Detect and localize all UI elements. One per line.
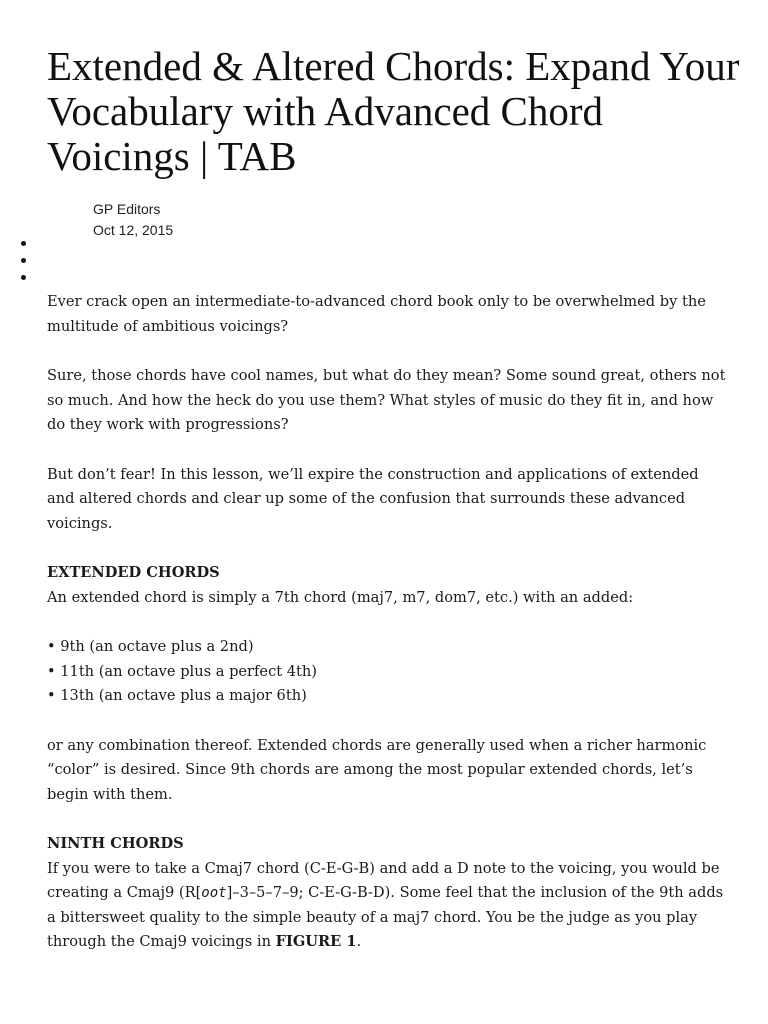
- intro-paragraph-2: Sure, those chords have cool names, but what do they mean? Some sound great, others not so much. And how the heck do you use them? What styles of music do they fit in, and how do they work with progressions?: [47, 367, 726, 433]
- dot: [21, 275, 26, 280]
- list-item: • 9th (an octave plus a 2nd): [47, 638, 254, 655]
- intro-paragraph-1: Ever crack open an intermediate-to-advanced chord book only to be overwhelmed by the multitude of ambitious voicings?: [47, 293, 706, 335]
- list-item: • 13th (an octave plus a major 6th): [47, 687, 307, 704]
- ninth-text-oot: oot: [201, 885, 227, 901]
- extended-section: [47, 561, 727, 610]
- section-heading-ninth: NINTH CHORDS: [47, 835, 184, 852]
- ninth-text-part-c: .: [356, 933, 362, 950]
- article-title: Extended & Altered Chords: Expand Your Vocabulary with Advanced Chord Voicings | TAB: [47, 43, 740, 179]
- dot: [21, 241, 26, 246]
- intro-paragraph-3: But don’t fear! In this lesson, we’ll expire the construction and applications of extended and altered chords and clear up some of the confusion that surrounds these advanced voicings.: [47, 465, 699, 532]
- ninth-section: [47, 832, 727, 955]
- ninth-text-part-b: ]–3–5–7–9; C-E-G-B-D). Some feel that the inclusion of the 9th adds a bittersweet quality to the simple beauty of a maj7 chord. You be the judge as you play through the Cmaj9 voicings in: [47, 884, 724, 950]
- byline: [93, 199, 173, 241]
- dot: [21, 258, 26, 263]
- section-heading-extended: EXTENDED CHORDS: [47, 564, 220, 581]
- interval-list: [47, 635, 727, 709]
- ninth-text-part-a: If you were to take a Cmaj7 chord (C-E-G-B) and add a D note to the voicing, you would be creating a Cmaj9 (R[: [47, 859, 720, 901]
- list-item: • 11th (an octave plus a perfect 4th): [47, 662, 317, 680]
- extended-intro-text: An extended chord is simply a 7th chord (maj7, m7, dom7, etc.) with an added:: [47, 588, 634, 606]
- figure-reference: FIGURE 1: [275, 933, 357, 950]
- vertical-ellipsis-icon[interactable]: [21, 241, 27, 292]
- author-link[interactable]: GP Editors: [93, 201, 161, 217]
- publish-date: Oct 12, 2015: [93, 222, 174, 238]
- extended-paragraph-2: or any combination thereof. Extended chords are generally used when a richer harmonic “color” is desired. Since 9th chords are among the most popular extended chords, let’s begin with them.: [47, 736, 707, 803]
- article-body: [47, 290, 727, 980]
